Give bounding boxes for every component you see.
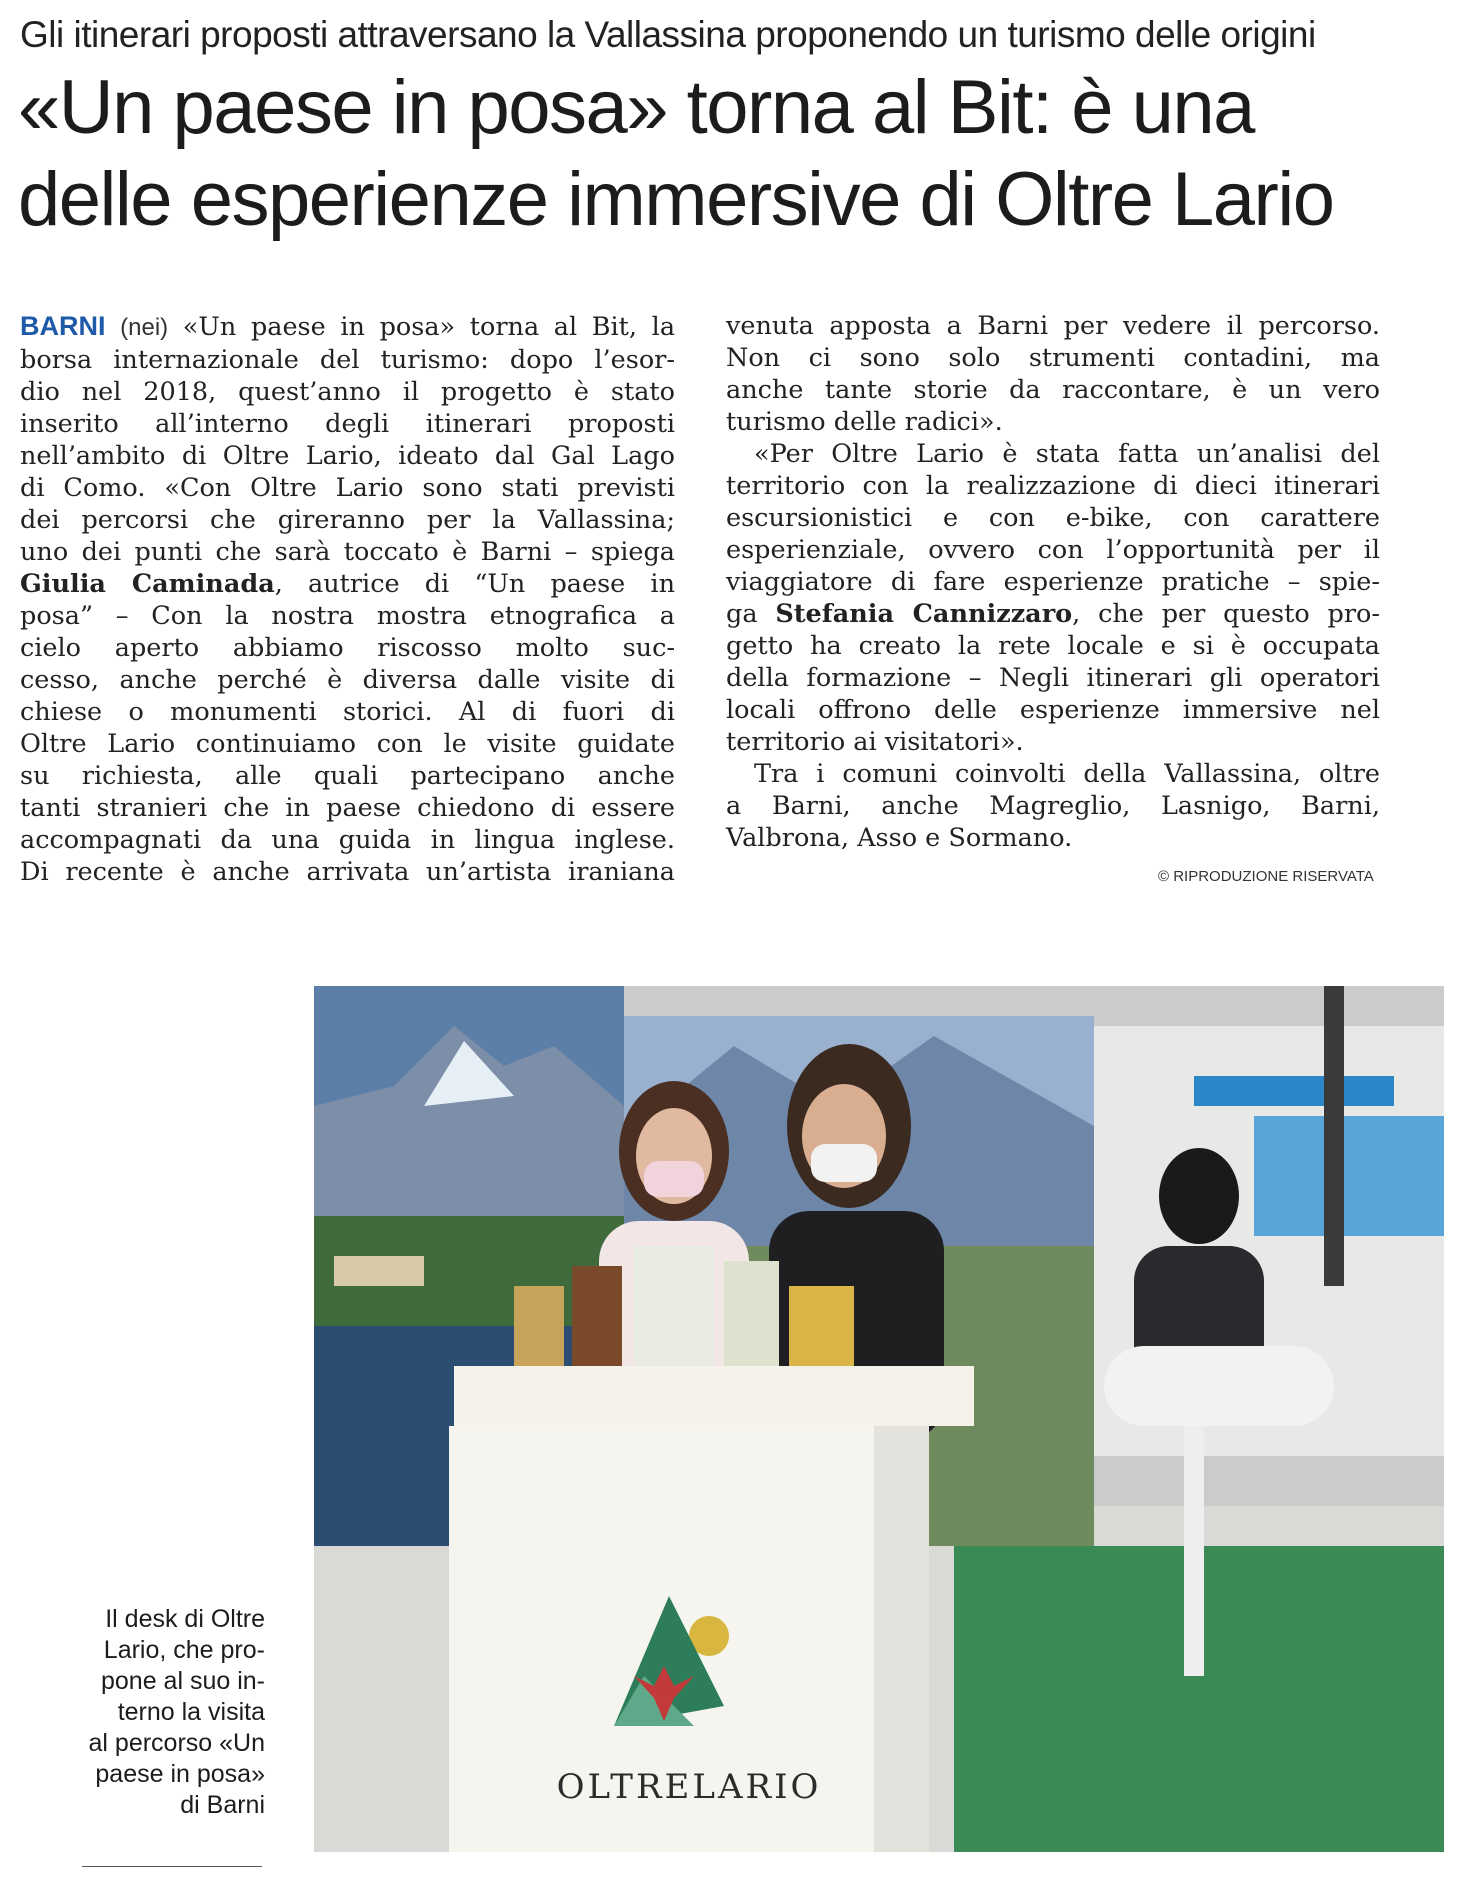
visitor-hair [1159, 1148, 1239, 1244]
stool-leg [1184, 1426, 1204, 1676]
white-stool [1104, 1346, 1334, 1426]
book [789, 1286, 854, 1366]
text-line: turismo delle radici». [726, 407, 1003, 437]
desk-side [874, 1426, 929, 1852]
text-line: nell’ambito di Oltre Lario, ideato dal Gal Lago [20, 441, 675, 471]
caption-rule [82, 1866, 262, 1867]
village-houses [334, 1256, 424, 1286]
book [514, 1286, 564, 1366]
text-line: accompagnati da una guida in lingua inglese. [20, 825, 675, 855]
person-name: Stefania Cannizzaro [775, 599, 1073, 629]
text-line: borsa internazionale del turismo: dopo l’esor- [20, 345, 675, 375]
column [1324, 986, 1344, 1286]
text-line: anche tante storie da raccontare, è un vero [726, 375, 1380, 405]
text-fragment: , che per questo pro- [1072, 599, 1380, 629]
text-line: su richiesta, alle quali partecipano anche [20, 761, 675, 791]
book [724, 1261, 779, 1366]
text-line: cielo aperto abbiamo riscosso molto suc- [20, 633, 675, 663]
text-line: Tra i comuni coinvolti della Vallassina, oltre [754, 759, 1380, 789]
article-headline [18, 62, 1438, 246]
text-line: dei percorsi che gireranno per la Vallassina; [20, 505, 675, 535]
text-line: cesso, anche perché è diversa dalle visite di [20, 665, 675, 695]
caption-line: al percorso «Un [88, 1729, 265, 1757]
text-line: Non ci sono solo strumenti contadini, ma [726, 343, 1380, 373]
text-line: di Como. «Con Oltre Lario sono stati previsti [20, 473, 675, 503]
photo-caption [60, 1604, 265, 1821]
text-line: Oltre Lario continuiamo con le visite guidate [20, 729, 675, 759]
article-column-2 [726, 310, 1380, 854]
text-line: posa” – Con la nostra mostra etnografica a [20, 601, 675, 631]
headline-line: «Un paese in posa» torna al Bit: è una [18, 65, 1254, 150]
text-line: territorio ai visitatori». [726, 727, 1024, 757]
text-line: Valbrona, Asso e Sormano. [726, 823, 1073, 853]
caption-line: paese in posa» [95, 1760, 265, 1788]
text-line: chiese o monumenti storici. Al di fuori di [20, 697, 675, 727]
distant-stand [1254, 1116, 1444, 1236]
woman-right-mask [811, 1144, 877, 1182]
text-line: getto ha creato la rete locale e si è occupata [726, 631, 1380, 661]
photo-illustration [314, 986, 1444, 1852]
text-line: «Per Oltre Lario è stata fatta un’analisi del [754, 439, 1380, 469]
woman-left-mask [644, 1161, 704, 1197]
copyright-notice: © RIPRODUZIONE RISERVATA [1158, 868, 1374, 885]
headline-line: delle esperienze immersive di Oltre Lario [18, 157, 1334, 242]
caption-line: Lario, che pro- [103, 1636, 265, 1664]
brochures [454, 1366, 974, 1426]
text-line: territorio con la realizzazione di dieci itinerari [726, 471, 1380, 501]
person-name: Giulia Caminada [20, 569, 275, 599]
article-photo [314, 986, 1444, 1852]
distant-sign [1194, 1076, 1394, 1106]
text-line: inserito all’interno degli itinerari proposti [20, 409, 675, 439]
text-fragment: , autrice di “Un paese in [274, 569, 675, 599]
text-fragment: «Un paese in posa» torna al Bit, la [182, 312, 676, 342]
text-line: dio nel 2018, quest’anno il progetto è stato [20, 377, 675, 407]
desk-brand-text: OLTRELARIO [556, 1767, 822, 1807]
article-kicker: Gli itinerari proposti attraversano la Vallassina proponendo un turismo delle origini [20, 14, 1316, 55]
text-line: escursionistici e con e-bike, con carattere [726, 503, 1380, 533]
text-line [20, 310, 675, 344]
caption-line: di Barni [180, 1791, 265, 1819]
text-line [726, 598, 1380, 630]
text-line: viaggiatore di fare esperienze pratiche – spie- [726, 567, 1380, 597]
book [572, 1266, 622, 1366]
text-line [20, 568, 675, 600]
dateline: BARNI [20, 311, 106, 341]
text-line: tanti stranieri che in paese chiedono di essere [20, 793, 675, 823]
text-fragment: ga [726, 599, 776, 629]
book [634, 1246, 714, 1366]
text-line: esperienziale, ovvero con l’opportunità per il [726, 535, 1380, 565]
text-line: venuta apposta a Barni per vedere il percorso. [726, 311, 1380, 341]
text-line: uno dei punti che sarà toccato è Barni – spiega [20, 537, 675, 567]
caption-line: Il desk di Oltre [105, 1605, 265, 1633]
author-initials: (nei) [120, 314, 169, 341]
text-line: a Barni, anche Magreglio, Lasnigo, Barni, [726, 791, 1380, 821]
caption-line: terno la visita [117, 1698, 265, 1726]
text-line: locali offrono delle esperienze immersive nel [726, 695, 1380, 725]
text-line: Di recente è anche arrivata un’artista iraniana [20, 857, 675, 887]
article-column-1 [20, 310, 675, 888]
text-line: della formazione – Negli itinerari gli operatori [726, 663, 1380, 693]
caption-line: pone al suo in- [100, 1667, 265, 1695]
